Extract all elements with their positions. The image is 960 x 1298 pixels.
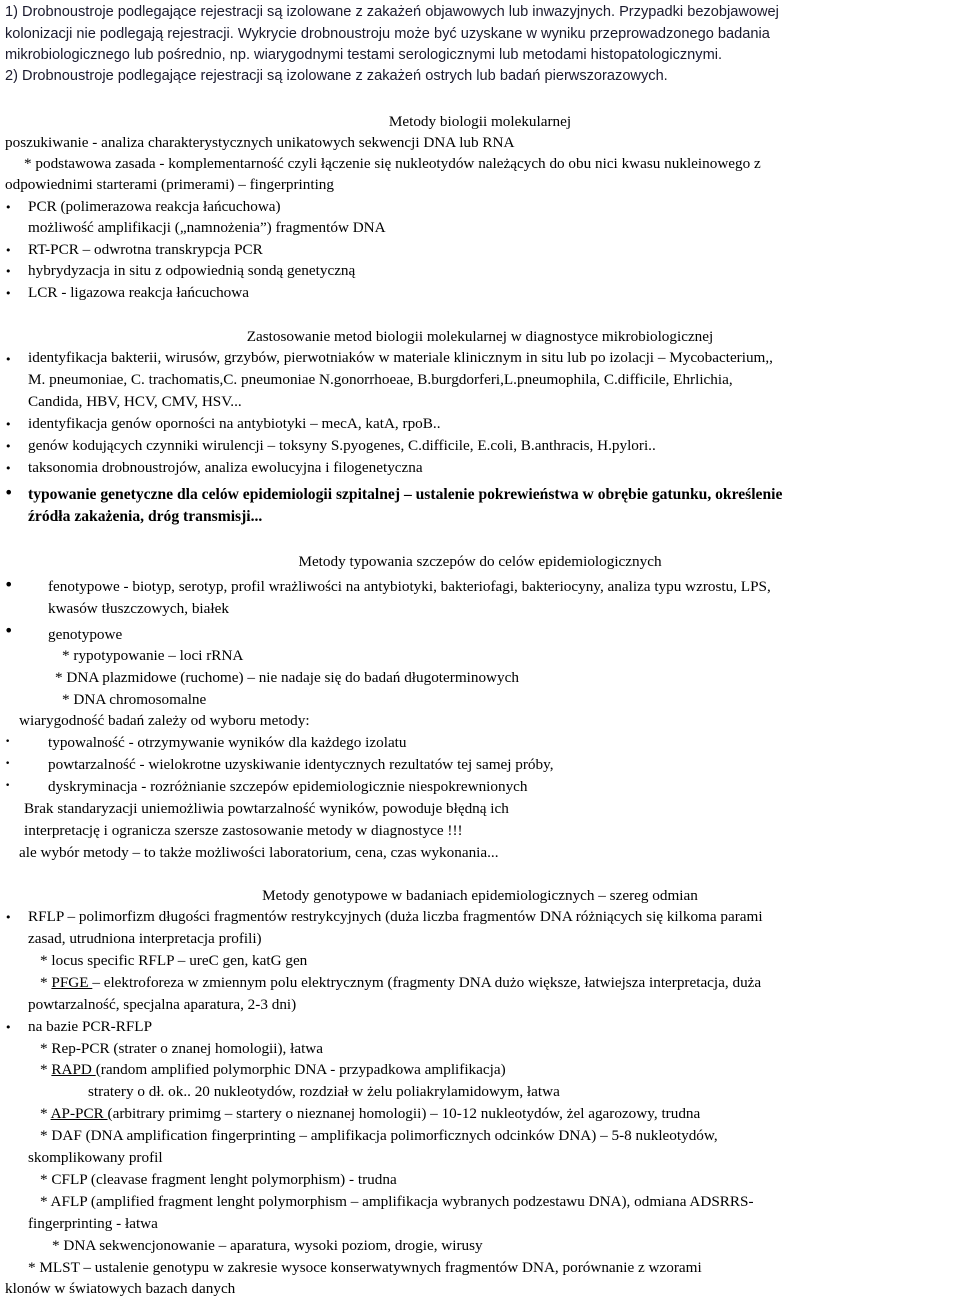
- bullet-icon: •: [5, 781, 11, 791]
- bullet-icon: •: [4, 483, 14, 502]
- pfge-underlined: PFGE: [51, 974, 93, 991]
- geno-sub-pfge-prefix: *: [40, 974, 52, 991]
- geno-sub-rapd-text: (random amplified polymorphic DNA - przypadkowa amplifikacja): [95, 1061, 506, 1078]
- application-bullet-2: identyfikacja genów oporności na antybiotyki – mecA, katA, rpoB..: [28, 415, 441, 432]
- geno-sub-cflp: * CFLP (cleavase fragment lenght polymorphism) - trudna: [40, 1171, 397, 1188]
- geno-sub-daf: * DAF (DNA amplification fingerprinting – amplifikacja polimorficznych odcinków DNA) – 5-8 nukleotydów,: [40, 1127, 718, 1144]
- bullet-icon: •: [5, 737, 11, 747]
- geno-pcr-rflp: na bazie PCR-RFLP: [28, 1018, 153, 1035]
- typing-title: Metody typowania szczepów do celów epidemiologicznych: [298, 553, 662, 570]
- geno-sub-pfge-b: powtarzalność, specjalna aparatura, 2-3 dni): [28, 996, 297, 1013]
- geno-rflp-a: RFLP – polimorfizm długości fragmentów restrykcyjnych (duża liczba fragmentów DNA różniących się kilkoma parami: [28, 908, 763, 925]
- typing-bullet-fenotypowe-b: kwasów tłuszczowych, białek: [48, 600, 229, 617]
- geno-sub-rapd-b: stratery o dł. ok.. 20 nukleotydów, rozdział w żelu poliakrylamidowym, łatwa: [88, 1083, 560, 1100]
- geno-sub-rapd-prefix: *: [40, 1061, 52, 1078]
- bullet-icon: •: [5, 287, 12, 300]
- bullet-icon: •: [5, 418, 12, 431]
- geno-rflp-b: zasad, utrudniona interpretacja profili): [28, 930, 262, 947]
- typing-bullet-genotypowe: genotypowe: [48, 626, 123, 643]
- application-bullet-1a: identyfikacja bakterii, wirusów, grzybów, pierwotniaków w materiale klinicznym in situ lub po izolacji – Mycobacterium,,: [28, 349, 773, 366]
- typing-criterion-1: typowalność - otrzymywanie wyników dla każdego izolatu: [48, 734, 407, 751]
- molecular-bullet-rtpcr: RT-PCR – odwrotna transkrypcja PCR: [28, 241, 263, 258]
- bullet-icon: •: [5, 201, 12, 214]
- rapd-underlined: RAPD: [51, 1061, 96, 1078]
- application-bullet-4: taksonomia drobnoustrojów, analiza ewolucyjna i filogenetyczna: [28, 459, 423, 476]
- bullet-icon: •: [5, 353, 12, 366]
- geno-sub-locus: * locus specific RFLP – ureC gen, katG gen: [40, 952, 308, 969]
- application-bullet-1b: M. pneumoniae, C. trachomatis,C. pneumoniae N.gonorrhoeae, B.burgdorferi,L.pneumophila, C.difficile, Ehrlichia,: [28, 371, 733, 388]
- geno-sub-daf-b: skomplikowany profil: [28, 1149, 163, 1166]
- molecular-bullet-hybrid: hybrydyzacja in situ z odpowiednią sondą genetyczną: [28, 262, 356, 279]
- bullet-icon: •: [4, 575, 14, 594]
- typing-note-1: Brak standaryzacji uniemożliwia powtarzalność wyników, powoduje błędną ich: [24, 800, 509, 817]
- bullet-icon: •: [5, 759, 11, 769]
- intro-line-1: 1) Drobnoustroje podlegające rejestracji są izolowane z zakażeń objawowych lub inwazyjnych. Przypadki bezobjawowej: [5, 4, 779, 20]
- bullet-icon: •: [5, 265, 12, 278]
- application-bullet-5b: źródła zakażenia, dróg transmisji...: [28, 508, 263, 525]
- molecular-bullet-pcr: PCR (polimerazowa reakcja łańcuchowa): [28, 198, 281, 215]
- geno-sub-aflp: * AFLP (amplified fragment lenght polymorphism – amplifikacja wybranych podzestawu DNA), odmiana ADSRRS-: [40, 1193, 754, 1210]
- geno-sub-pfge: [40, 974, 761, 991]
- molecular-bullet-lcr: LCR - ligazowa reakcja łańcuchowa: [28, 284, 249, 301]
- geno-sub-mlst: * MLST – ustalenie genotypu w zakresie wysoce konserwatywnych fragmentów DNA, porównanie z wzorami: [28, 1259, 702, 1276]
- molecular-line-3: odpowiednimi starterami (primerami) – fingerprinting: [5, 176, 334, 193]
- typing-note-2: interpretację i ogranicza szersze zastosowanie metody w diagnostyce !!!: [24, 822, 463, 839]
- typing-criterion-2: powtarzalność - wielokrotne uzyskiwanie identycznych rezultatów tej samej próby,: [48, 756, 554, 773]
- geno-sub-appcr-prefix: *: [40, 1105, 51, 1122]
- molecular-line-4: możliwość amplifikacji („namnożenia”) fragmentów DNA: [28, 219, 386, 236]
- geno-sub-appcr: [40, 1105, 700, 1122]
- typing-sub-1: * rypotypowanie – loci rRNA: [62, 647, 244, 664]
- appcr-underlined: AP-PCR: [50, 1105, 108, 1122]
- intro-line-3: mikrobiologicznego lub pośrednio, np. wiarygodnymi testami serologicznymi lub metodami histopatologicznymi.: [5, 47, 723, 63]
- bullet-icon: •: [5, 440, 12, 453]
- geno-sub-rep: * Rep-PCR (strater o znanej homologii), łatwa: [40, 1040, 324, 1057]
- bullet-icon: •: [5, 1021, 12, 1034]
- genotypic-title: Metody genotypowe w badaniach epidemiologicznych – szereg odmian: [262, 887, 698, 904]
- typing-reliability: wiarygodność badań zależy od wyboru metody:: [19, 712, 310, 729]
- application-bullet-3: genów kodujących czynniki wirulencji – toksyny S.pyogenes, C.difficile, E.coli, B.anthracis, H.pylori..: [28, 437, 656, 454]
- intro-line-4: 2) Drobnoustroje podlegające rejestracji są izolowane z zakażeń ostrych lub badań pierwszorazowych.: [5, 68, 668, 84]
- application-bullet-5a: typowanie genetyczne dla celów epidemiologii szpitalnej – ustalenie pokrewieństwa w obrębie gatunku, określenie: [28, 486, 783, 503]
- geno-sub-appcr-text: (arbitrary primimg – startery o nieznanej homologii) – 10-12 nukleotydów, żel agarozowy, trudna: [107, 1105, 701, 1122]
- geno-sub-sequencing: * DNA sekwencjonowanie – aparatura, wysoki poziom, drogie, wirusy: [52, 1237, 483, 1254]
- geno-sub-mlst-b: klonów w światowych bazach danych: [5, 1280, 236, 1297]
- application-bullet-1c: Candida, HBV, HCV, CMV, HSV...: [28, 393, 242, 410]
- typing-sub-3: * DNA chromosomalne: [62, 691, 207, 708]
- bullet-icon: •: [5, 244, 12, 257]
- geno-sub-aflp-b: fingerprinting - łatwa: [28, 1215, 158, 1232]
- geno-sub-rapd: [40, 1061, 506, 1078]
- typing-criterion-3: dyskryminacja - rozróżnianie szczepów epidemiologicznie niespokrewnionych: [48, 778, 528, 795]
- bullet-icon: •: [5, 911, 12, 924]
- typing-note-3: ale wybór metody – to także możliwości laboratorium, cena, czas wykonania...: [19, 844, 499, 861]
- molecular-line-2: * podstawowa zasada - komplementarność czyli łączenie się nukleotydów należących do obu nici kwasu nukleinowego z: [24, 155, 761, 172]
- typing-bullet-fenotypowe-a: fenotypowe - biotyp, serotyp, profil wrażliwości na antybiotyki, bakteriofagi, bakteriocyny, analiza typu wzrostu, LPS,: [48, 578, 771, 595]
- application-title: Zastosowanie metod biologii molekularnej w diagnostyce mikrobiologicznej: [246, 328, 714, 345]
- typing-sub-2: * DNA plazmidowe (ruchome) – nie nadaje się do badań długoterminowych: [55, 669, 519, 686]
- bullet-icon: •: [4, 621, 14, 640]
- molecular-methods-title: Metody biologii molekularnej: [388, 113, 572, 130]
- molecular-line-1: poszukiwanie - analiza charakterystycznych unikatowych sekwencji DNA lub RNA: [5, 134, 515, 151]
- intro-line-2: kolonizacji nie podlegają rejestracji. Wykrycie drobnoustroju może być uzyskane w wyniku przeprowadzonego badania: [5, 26, 770, 42]
- bullet-icon: •: [5, 462, 12, 475]
- geno-sub-pfge-text: – elektroforeza w zmiennym polu elektrycznym (fragmenty DNA dużo większe, łatwiejsza interpretacja, duża: [92, 974, 762, 991]
